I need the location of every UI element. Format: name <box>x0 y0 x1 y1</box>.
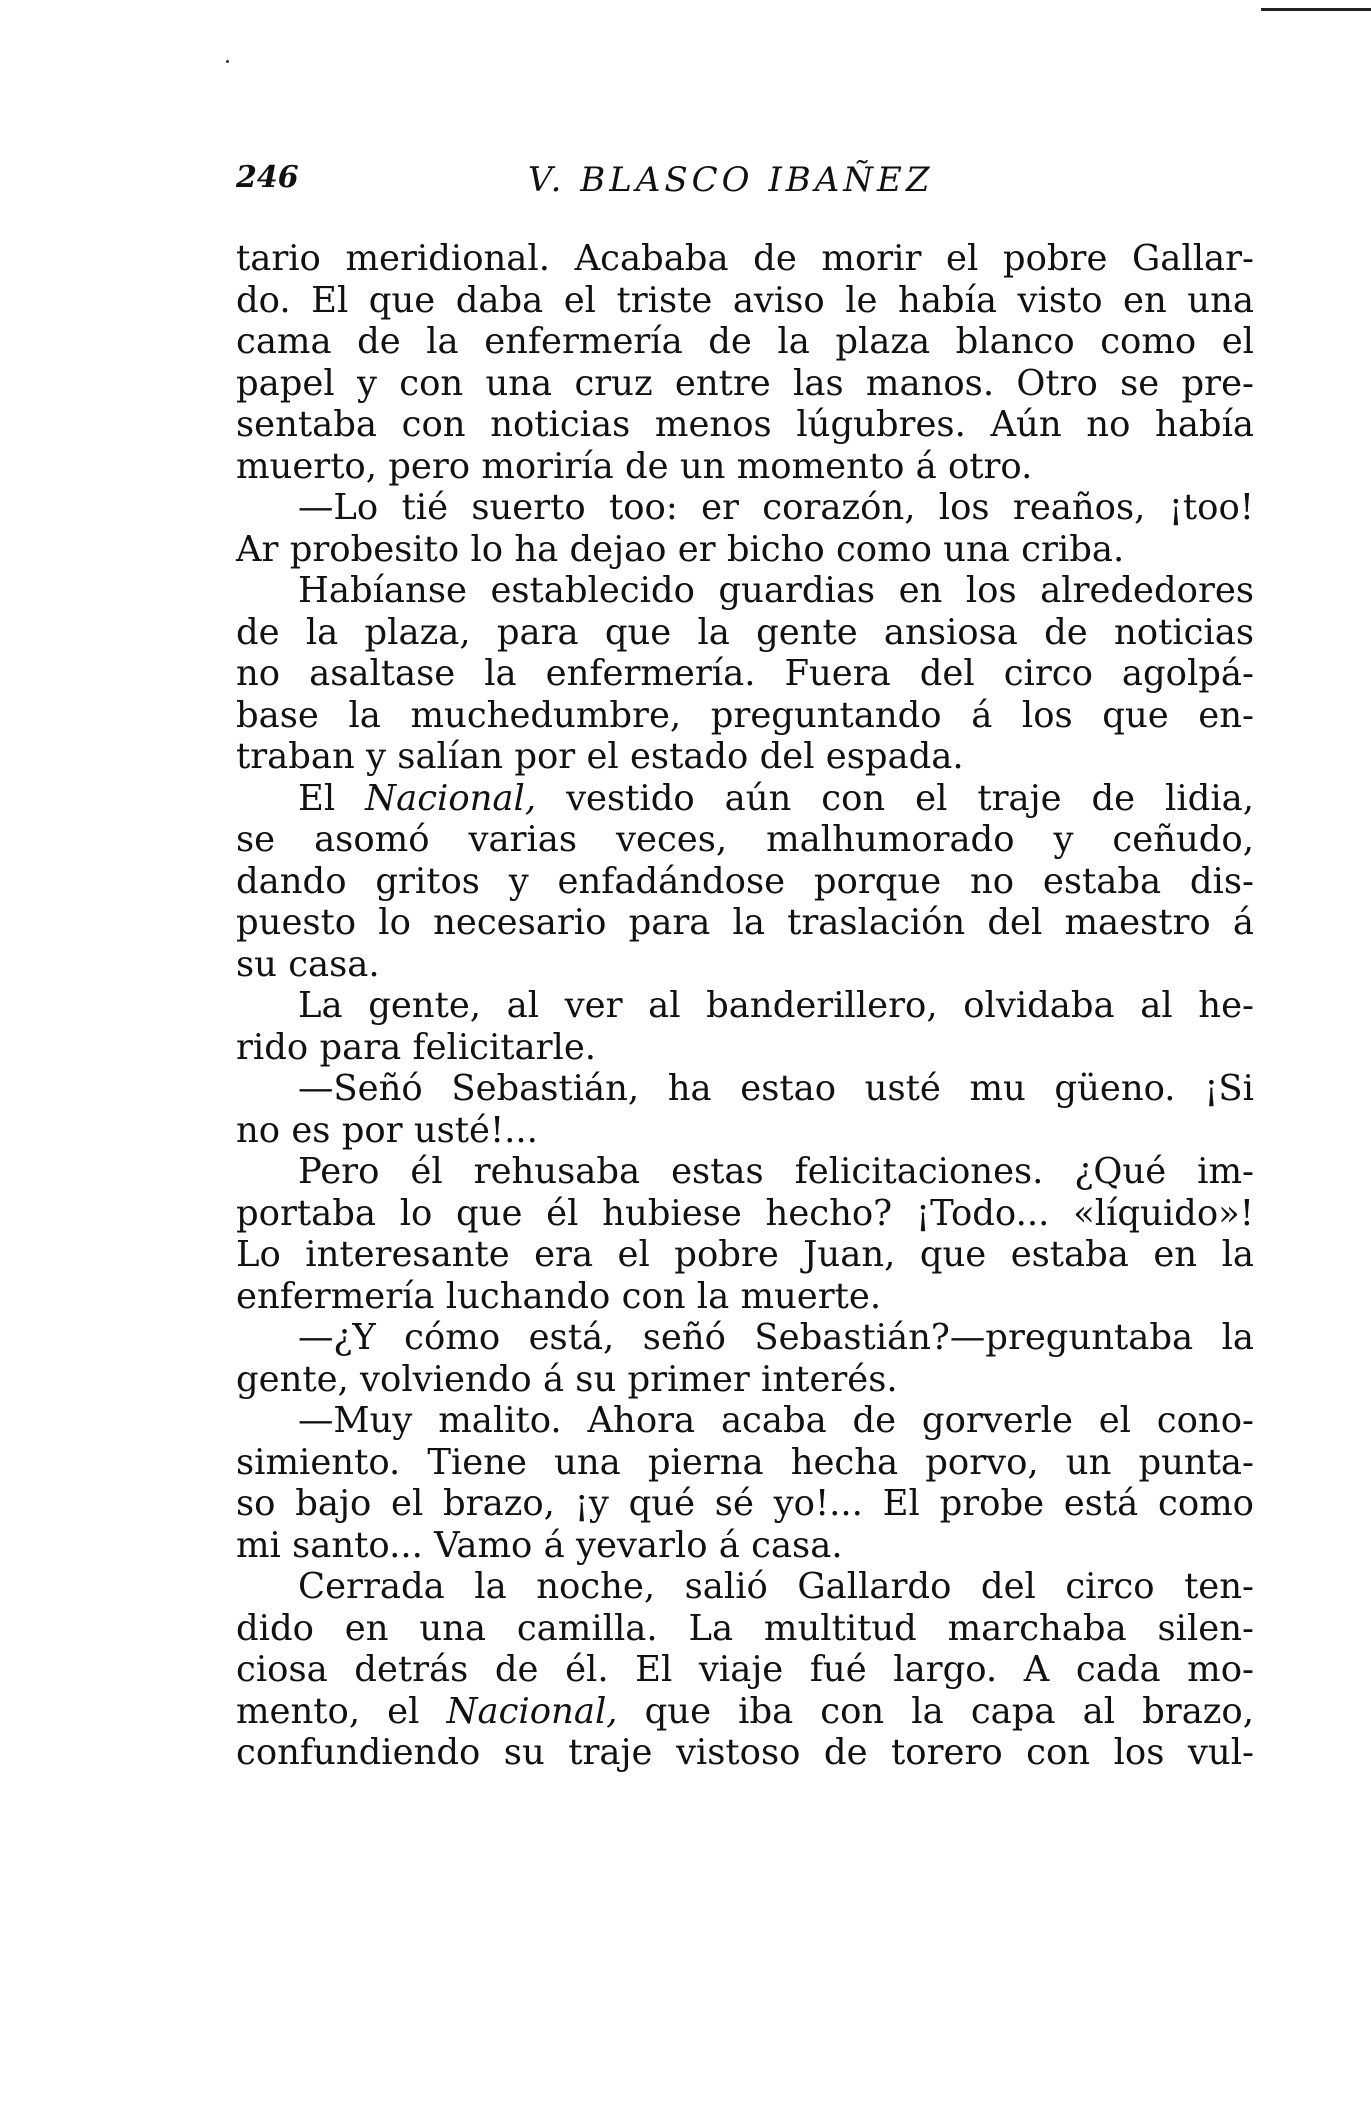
text-line: ciosa detrás de él. El viaje fué largo. A cada mo- <box>236 1649 1254 1690</box>
text-line: muerto, pero moriría de un momento á otro. <box>236 445 1033 487</box>
text-line: Ar probesito lo ha dejao er bicho como una criba. <box>236 528 1125 570</box>
text-run: mento, el <box>236 1690 447 1732</box>
text-line: —Lo tié suerto too: er corazón, los reaños, ¡too! <box>298 487 1254 528</box>
text-line: no asaltase la enfermería. Fuera del circo agolpá- <box>236 653 1254 694</box>
text-line: La gente, al ver al banderillero, olvidaba al he- <box>298 985 1254 1026</box>
text-line: —Muy malito. Ahora acaba de gorverle el cono- <box>298 1400 1254 1441</box>
text-line: mi santo... Vamo á yevarlo á casa. <box>236 1524 843 1566</box>
text-line: —Señó Sebastián, ha estao usté mu güeno. ¡Si <box>298 1068 1254 1109</box>
text-line: so bajo el brazo, ¡y qué sé yo!... El probe está como <box>236 1483 1254 1524</box>
text-line: —¿Y cómo está, señó Sebastián?—preguntaba la <box>298 1317 1254 1358</box>
text-line: Lo interesante era el pobre Juan, que estaba en la <box>236 1234 1254 1275</box>
text-line <box>236 1691 1254 1733</box>
page-speck <box>226 60 229 63</box>
text-run: vestido aún con el traje de lidia, <box>536 777 1255 819</box>
italic-title: Nacional, <box>365 777 537 819</box>
text-line: Habíanse establecido guardias en los alrededores <box>298 570 1254 611</box>
text-line: Cerrada la noche, salió Gallardo del circo ten- <box>298 1566 1254 1607</box>
text-line: rido para felicitarle. <box>236 1026 597 1068</box>
text-line: confundiendo su traje vistoso de torero con los vul- <box>236 1732 1254 1773</box>
text-line: dando gritos y enfadándose porque no estaba dis- <box>236 860 1254 902</box>
text-line <box>236 778 1254 820</box>
text-line: portaba lo que él hubiese hecho? ¡Todo... «líquido»! <box>236 1192 1254 1234</box>
text-line: cama de la enfermería de la plaza blanco como el <box>236 321 1254 362</box>
text-line: papel y con una cruz entre las manos. Otro se pre- <box>236 362 1254 404</box>
text-line: dido en una camilla. La multitud marchaba silen- <box>236 1607 1254 1649</box>
text-line: puesto lo necesario para la traslación del maestro á <box>236 902 1254 943</box>
text-line: base la muchedumbre, preguntando á los que en- <box>236 694 1254 736</box>
text-line: simiento. Tiene una pierna hecha porvo, un punta- <box>236 1441 1254 1483</box>
running-head-author: V. BLASCO IBAÑEZ <box>528 160 934 200</box>
text-line: do. El que daba el triste aviso le había visto en una <box>236 279 1254 321</box>
text-run: que iba con la capa al brazo, <box>617 1690 1254 1732</box>
italic-title: Nacional, <box>446 1690 618 1732</box>
text-line: no es por usté!... <box>236 1109 538 1151</box>
text-line: tario meridional. Acababa de morir el pobre Gallar- <box>236 238 1254 279</box>
text-line: de la plaza, para que la gente ansiosa de noticias <box>236 611 1254 653</box>
text-line: su casa. <box>236 943 380 985</box>
text-run: El <box>298 777 366 819</box>
text-line: enfermería luchando con la muerte. <box>236 1275 882 1317</box>
body-text <box>236 238 1254 1774</box>
text-line: sentaba con noticias menos lúgubres. Aún no había <box>236 404 1254 445</box>
text-line: gente, volviendo á su primer interés. <box>236 1358 898 1400</box>
text-line: Pero él rehusaba estas felicitaciones. ¿Qué im- <box>298 1151 1254 1192</box>
text-line: traban y salían por el estado del espada. <box>236 736 964 777</box>
text-line: se asomó varias veces, malhumorado y ceñudo, <box>236 819 1254 860</box>
running-head <box>236 160 1254 216</box>
page-number: 246 <box>236 160 299 195</box>
book-page <box>236 160 1254 1774</box>
page-corner-rule <box>1261 8 1371 11</box>
